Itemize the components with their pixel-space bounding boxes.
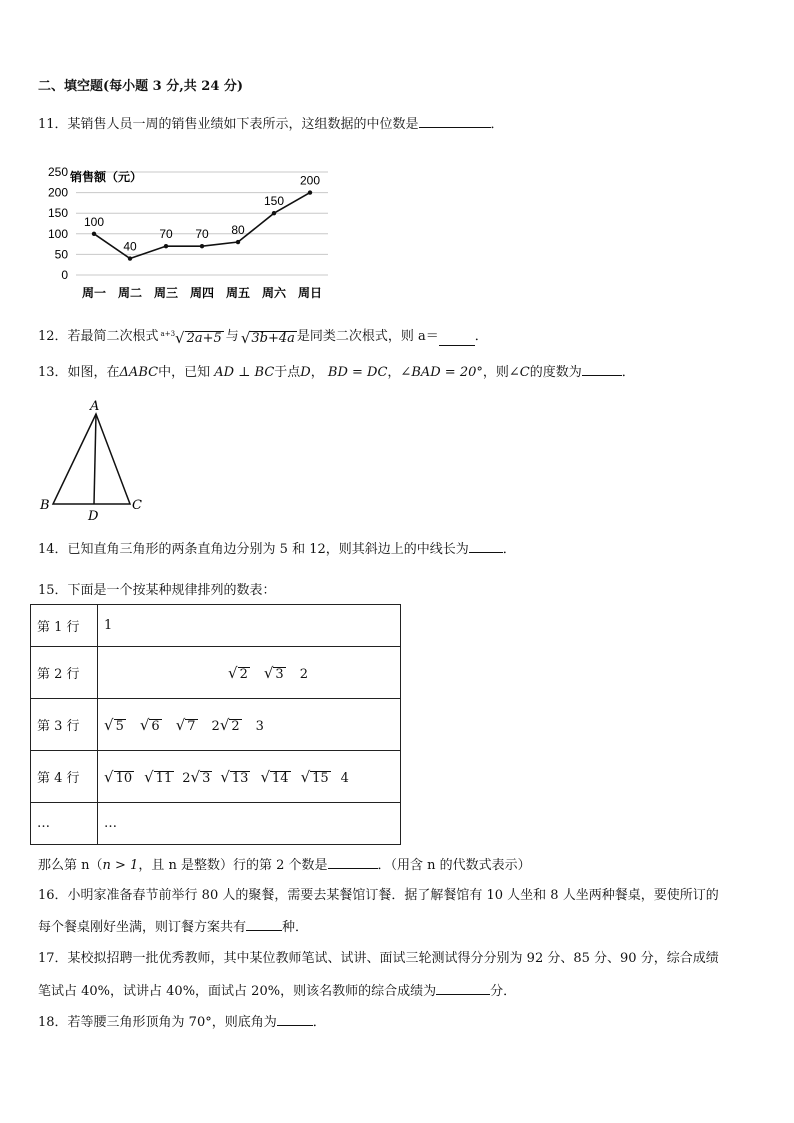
data-label: 70: [159, 227, 173, 242]
x-tick-label: 周六: [261, 286, 287, 300]
data-point: [92, 232, 96, 236]
data-label: 70: [195, 227, 209, 242]
label-c: C: [132, 498, 142, 513]
row-label: 第 2 行: [31, 647, 98, 699]
x-tick-label: 周五: [225, 286, 251, 300]
sales-line-chart: [30, 160, 340, 306]
question-15-prompt: 那么第 n（n > 1，且 n 是整数）行的第 2 个数是 ．（用含 n 的代数式表示）: [38, 858, 531, 873]
data-label: 80: [231, 223, 245, 238]
table-row: [31, 647, 401, 699]
section-title: 二、填空题(每小题 3 分,共 24 分): [38, 79, 244, 94]
table-row: [31, 751, 401, 803]
sqrt-expression: √ 3b+4a: [240, 329, 295, 347]
row-label: 第 1 行: [31, 605, 98, 647]
answer-blank-13[interactable]: [582, 363, 622, 376]
data-label: 40: [123, 239, 137, 254]
question-17-line-1: 17．某校拟招聘一批优秀教师，其中某位教师笔试、试讲、面试三轮测试得分分别为 92 分、85 分、90 分，综合成绩: [38, 951, 719, 966]
data-label: 100: [83, 214, 105, 229]
question-12: 12．若最简二次根式 a+3 √ 2a+5 与 √ 3b+4a 是同类二次根式，则 a＝ ．: [38, 329, 488, 347]
row-label: 第 3 行: [31, 699, 98, 751]
data-point: [128, 256, 132, 260]
table-row: [31, 803, 401, 845]
row-label: …: [31, 803, 98, 845]
x-tick-label: 周二: [117, 286, 143, 300]
number-table: [30, 604, 401, 845]
data-point: [236, 240, 240, 244]
row-3-values: √ 5 √ 6 √ 7 2 √ 2 3: [98, 699, 401, 751]
answer-blank-14[interactable]: [469, 540, 503, 553]
answer-blank-18[interactable]: [277, 1013, 313, 1026]
x-tick-label: 周一: [81, 286, 107, 300]
question-14: 14．已知直角三角形的两条直角边分别为 5 和 12，则其斜边上的中线长为 ．: [38, 542, 516, 557]
question-17-line-2: 笔试占 40%，试讲占 40%，面试占 20%，则该名教师的综合成绩为 分．: [38, 984, 517, 999]
data-point: [272, 211, 276, 215]
y-tick-label: 200: [47, 185, 68, 200]
y-tick-label: 250: [47, 165, 68, 179]
y-tick-label: 100: [47, 226, 68, 241]
chart-grid: [76, 172, 328, 275]
data-point: [200, 244, 204, 248]
question-11-text: 11．某销售人员一周的销售业绩如下表所示，这组数据的中位数是: [38, 117, 419, 132]
table-row: [31, 699, 401, 751]
data-label: 200: [299, 173, 321, 188]
triangle-figure: [36, 396, 152, 524]
row-2-values: √ 2 √ 3 2: [98, 647, 401, 699]
answer-blank-16[interactable]: [246, 918, 282, 931]
question-18: 18．若等腰三角形顶角为 70°，则底角为 ．: [38, 1015, 326, 1030]
row-label: 第 4 行: [31, 751, 98, 803]
question-16-line-2: 每个餐桌刚好坐满，则订餐方案共有 种．: [38, 920, 309, 935]
altitude-ad: [94, 414, 96, 504]
data-point: [308, 190, 312, 194]
nth-root-expression: a+3 √ 2a+5: [160, 329, 222, 347]
label-b: B: [40, 498, 50, 513]
triangle-abc: [53, 414, 130, 504]
data-label: 150: [263, 194, 285, 209]
question-11: 11．某销售人员一周的销售业绩如下表所示，这组数据的中位数是 ．: [38, 117, 504, 132]
label-a: A: [90, 399, 100, 414]
chart-x-ticks: [82, 285, 322, 300]
chart-y-ticks: [48, 165, 68, 282]
y-tick-label: 50: [54, 247, 68, 262]
x-tick-label: 周三: [153, 286, 179, 300]
answer-blank-15[interactable]: [328, 856, 378, 869]
row-ellipsis: …: [98, 803, 401, 845]
x-tick-label: 周日: [297, 286, 323, 300]
question-15: 15．下面是一个按某种规律排列的数表：: [38, 583, 276, 598]
answer-blank-11[interactable]: [419, 115, 491, 128]
answer-blank-12[interactable]: [439, 333, 475, 346]
row-1-values: 1: [98, 605, 401, 647]
question-12-text: 12．若最简二次根式: [38, 329, 159, 344]
chart-title: 销售额（元）: [70, 170, 143, 184]
question-16-line-1: 16．小明家准备春节前举行 80 人的聚餐，需要去某餐馆订餐．据了解餐馆有 10 人坐和 8 人坐两种餐桌，要使所订的: [38, 888, 719, 903]
row-4-values: √ 10 √ 11 2 √ 3 √ 13 √ 14 √ 15 4: [98, 751, 401, 803]
table-row: [31, 605, 401, 647]
x-tick-label: 周四: [189, 286, 215, 300]
question-13: 13．如图，在ΔABC中，已知 AD ⊥ BC于点D， BD = DC，∠BAD = 20°，则∠C的度数为 ．: [38, 365, 635, 380]
data-point: [164, 244, 168, 248]
label-d: D: [88, 509, 99, 524]
y-tick-label: 150: [47, 206, 68, 221]
y-tick-label: 0: [61, 268, 68, 282]
answer-blank-17[interactable]: [436, 982, 490, 995]
